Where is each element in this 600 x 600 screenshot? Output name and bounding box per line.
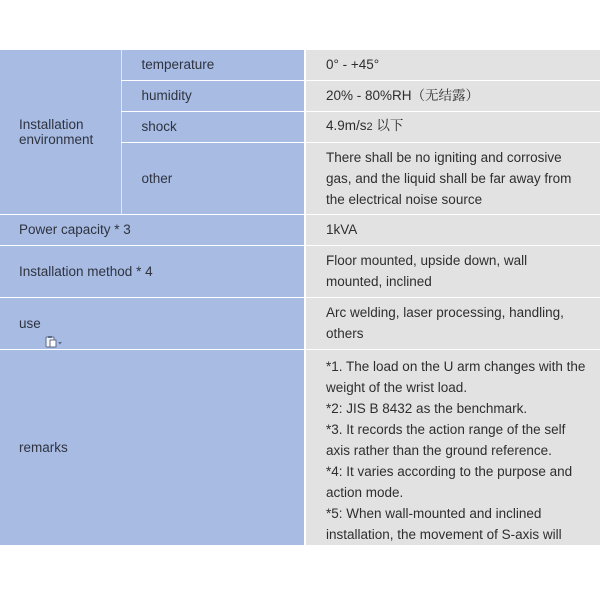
remarks-value (305, 349, 600, 545)
table-row-temperature (0, 50, 600, 80)
table-row-use (0, 297, 600, 349)
remarks-label: remarks (0, 349, 305, 545)
installation-method-value: Floor mounted, upside down, wall mounted, inclined (305, 245, 600, 297)
humidity-value: 20% - 80%RH（无结露） (305, 80, 600, 111)
use-label: use (0, 297, 305, 349)
shock-value-suffix: 以下 (372, 118, 404, 133)
remark-line: *1. The load on the U arm changes with the weight of the wrist load. (326, 358, 586, 395)
remark-line: *3. It records the action range of the self axis rather than the ground reference. (326, 421, 566, 458)
temperature-value: 0° - +45° (305, 50, 600, 80)
use-value: Arc welding, laser processing, handling, others (305, 297, 600, 349)
power-capacity-label: Power capacity * 3 (0, 214, 305, 245)
remarks-text-block (326, 356, 586, 542)
temperature-label: temperature (121, 50, 305, 80)
remark-line: *2: JIS B 8432 as the benchmark. (326, 400, 528, 416)
remark-line: *5: When wall-mounted and inclined installation, the movement of S-axis will (326, 505, 562, 542)
other-value: There shall be no igniting and corrosive gas, and the liquid shall be far away from the electrical noise source (305, 142, 600, 214)
installation-environment-text: Installation environment (19, 116, 94, 147)
other-label: other (121, 142, 305, 214)
remark-line: *4: It varies according to the purpose and action mode. (326, 463, 573, 500)
table-row-remarks (0, 349, 600, 545)
installation-method-label: Installation method * 4 (0, 245, 305, 297)
shock-label: shock (121, 111, 305, 142)
installation-environment-label (0, 50, 121, 214)
shock-value-main: 4.9m/s (326, 118, 367, 133)
shock-value (305, 111, 600, 142)
table-row-installation-method (0, 245, 600, 297)
shock-value-unit-superscript: 2 (366, 121, 373, 133)
table-row-power-capacity (0, 214, 600, 245)
humidity-label: humidity (121, 80, 305, 111)
power-capacity-value: 1kVA (305, 214, 600, 245)
spec-table (0, 50, 600, 546)
paste-options-icon[interactable] (45, 335, 63, 347)
